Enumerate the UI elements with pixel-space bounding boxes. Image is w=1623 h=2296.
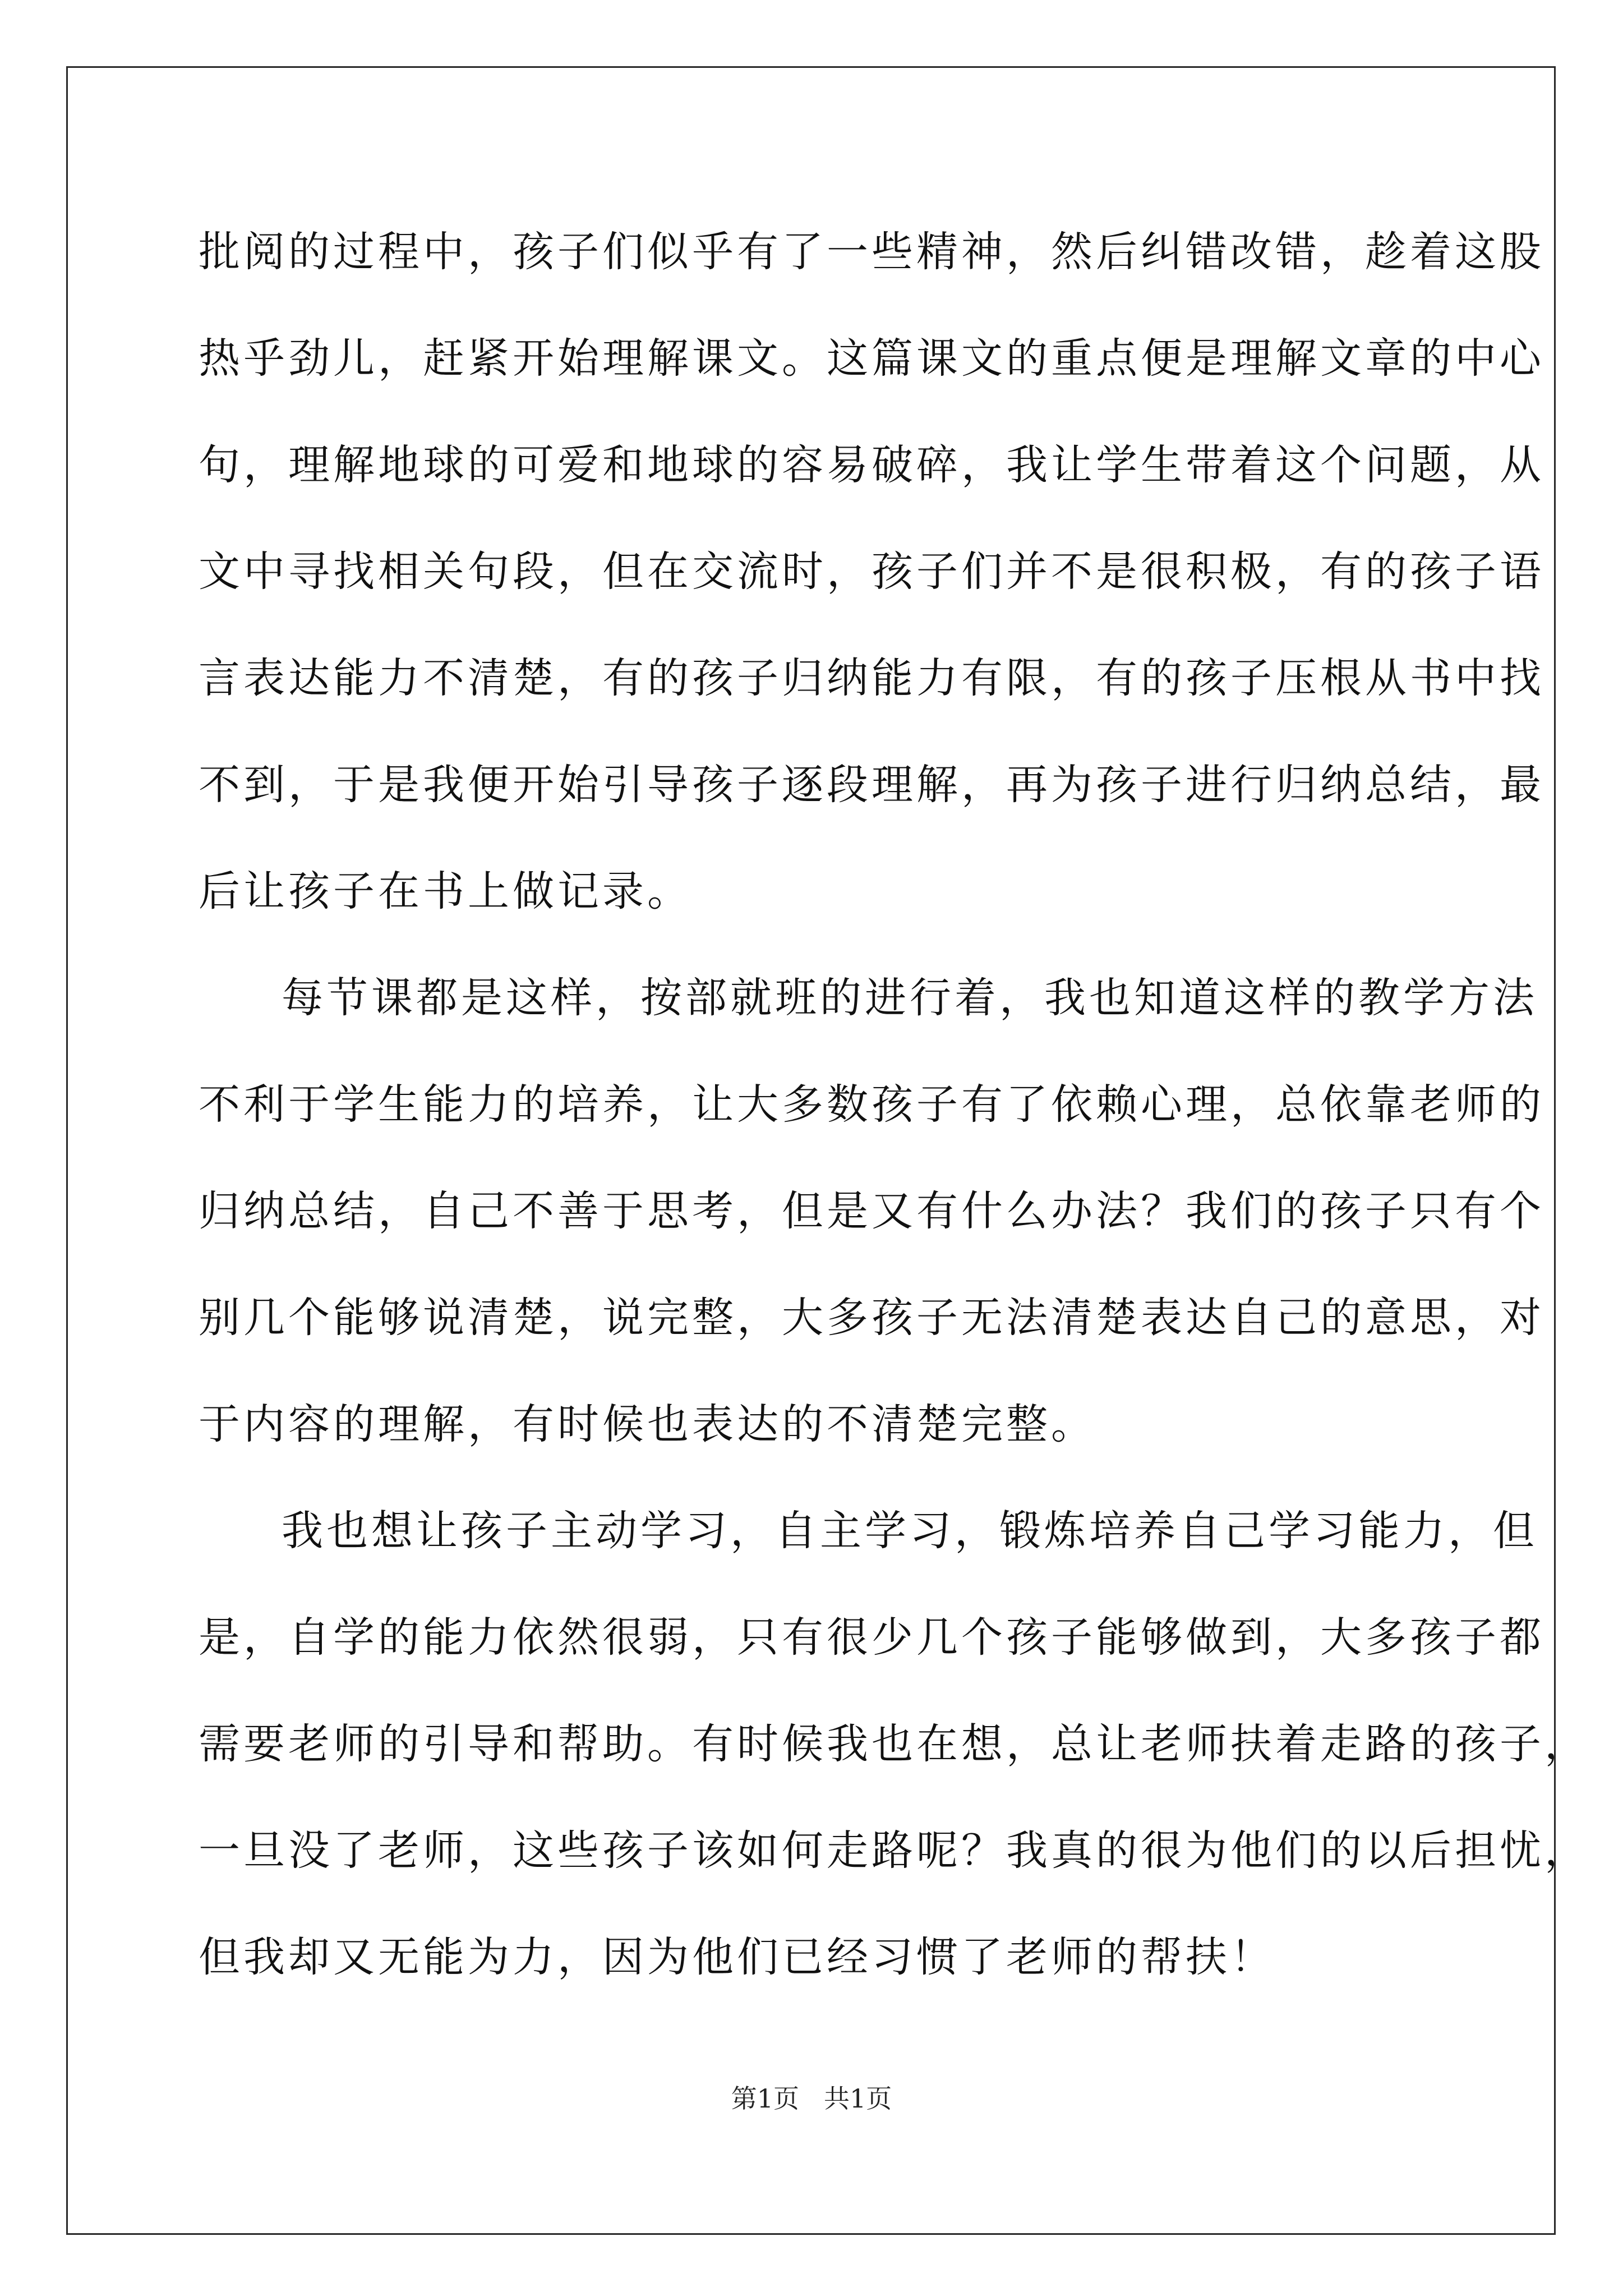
page-footer — [0, 2078, 1623, 2115]
page-number-current: 第1页 — [731, 2083, 800, 2114]
paragraph-first-line: 每节课都是这样，按部就班的进行着，我也知道这样的教学方法 — [282, 974, 1538, 1022]
text-line: 归纳总结，自己不善于思考，但是又有什么办法？我们的孩子只有个 — [199, 1187, 1544, 1235]
text-line: 不利于学生能力的培养，让大多数孩子有了依赖心理，总依靠老师的 — [199, 1080, 1544, 1129]
text-line: 但我却又无能为力，因为他们已经习惯了老师的帮扶！ — [199, 1933, 1275, 1981]
text-line: 言表达能力不清楚，有的孩子归纳能力有限，有的孩子压根从书中找 — [199, 654, 1544, 702]
text-line: 别几个能够说清楚，说完整，大多孩子无法清楚表达自己的意思，对 — [199, 1294, 1544, 1342]
text-line: 不到，于是我便开始引导孩子逐段理解，再为孩子进行归纳总结，最 — [199, 761, 1544, 809]
page-number-total: 共1页 — [823, 2083, 892, 2114]
text-line: 一旦没了老师，这些孩子该如何走路呢？我真的很为他们的以后担忧， — [199, 1826, 1589, 1875]
text-line: 文中寻找相关句段，但在交流时，孩子们并不是很积极，有的孩子语 — [199, 547, 1544, 596]
text-line: 需要老师的引导和帮助。有时候我也在想，总让老师扶着走路的孩子， — [199, 1720, 1589, 1768]
text-line: 后让孩子在书上做记录。 — [199, 867, 692, 915]
text-line: 是，自学的能力依然很弱，只有很少几个孩子能够做到，大多孩子都 — [199, 1613, 1544, 1662]
text-line: 句，理解地球的可爱和地球的容易破碎，我让学生带着这个问题，从 — [199, 441, 1544, 489]
paragraph-first-line: 我也想让孩子主动学习，自主学习，锻炼培养自己学习能力，但 — [282, 1507, 1538, 1555]
text-line: 批阅的过程中，孩子们似乎有了一些精神，然后纠错改错，趁着这股 — [199, 228, 1544, 276]
document-body — [199, 199, 1589, 2010]
text-line: 热乎劲儿，赶紧开始理解课文。这篇课文的重点便是理解文章的中心 — [199, 334, 1544, 383]
text-line: 于内容的理解，有时候也表达的不清楚完整。 — [199, 1400, 1096, 1448]
